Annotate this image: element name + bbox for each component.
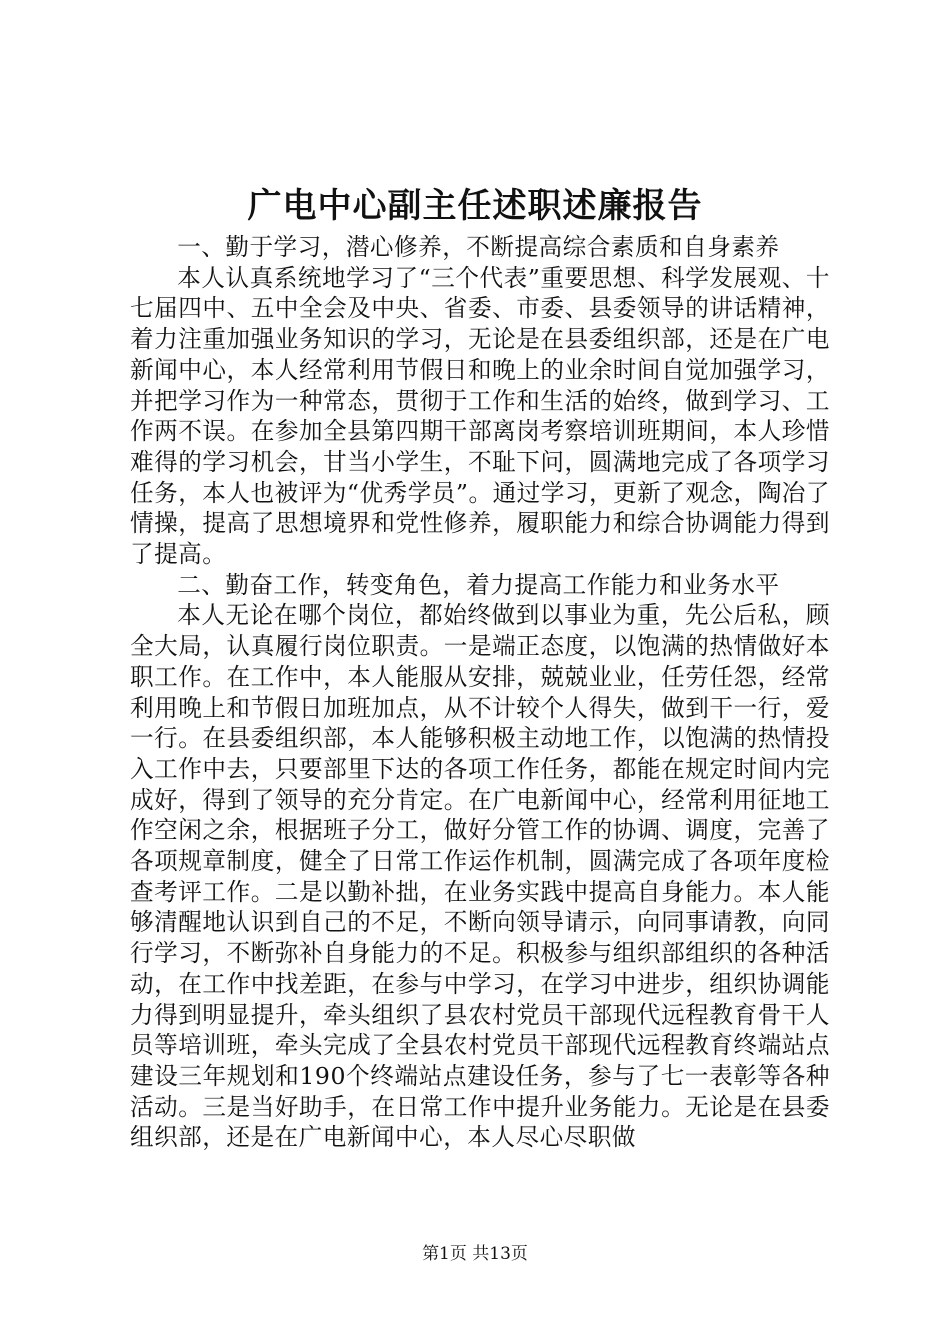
body-paragraph-1: 本人认真系统地学习了“三个代表”重要思想、科学发展观、十七届四中、五中全会及中央、省委、市委、县委领导的讲话精神，着力注重加强业务知识的学习，无论是在县委组织部，还是在广电新闻中心，本人经常利用节假日和晚上的业余时间自觉加强学习，并把学习作为一种常态，贯彻于工作和生活的始终，做到学习、工作两不误。在参加全县第四期干部离岗考察培训班期间，本人珍惜难得的学习机会，甘当小学生，不耻下问，圆满地完成了各项学习任务，本人也被评为“优秀学员”。通过学习，更新了观念，陶冶了情操，提高了思想境界和党性修养，履职能力和综合协调能力得到了提高。 bbox=[130, 263, 830, 569]
page-footer: 第1页 共13页 bbox=[422, 1244, 528, 1264]
section-heading-2: 二、勤奋工作，转变角色，着力提高工作能力和业务水平 bbox=[177, 570, 780, 599]
document-body bbox=[130, 232, 830, 1153]
document-title: 广电中心副主任述职述廉报告 bbox=[247, 186, 703, 226]
body-paragraph-2: 本人无论在哪个岗位，都始终做到以事业为重，先公后私，顾全大局，认真履行岗位职责。一是端正态度，以饱满的热情做好本职工作。在工作中，本人能服从安排，兢兢业业，任劳任怨，经常利用晚上和节假日加班加点，从不计较个人得失，做到干一行，爱一行。在县委组织部，本人能够积极主动地工作，以饱满的热情投入工作中去，只要部里下达的各项工作任务，都能在规定时间内完成好，得到了领导的充分肯定。在广电新闻中心，经常利用征地工作空闲之余，根据班子分工，做好分管工作的协调、调度，完善了各项规章制度，健全了日常工作运作机制，圆满完成了各项年度检查考评工作。二是以勤补拙，在业务实践中提高自身能力。本人能够清醒地认识到自己的不足，不断向领导请示，向同事请教，向同行学习，不断弥补自身能力的不足。积极参与组织部组织的各种活动，在工作中找差距，在参与中学习，在学习中进步，组织协调能力得到明显提升，牵头组织了县农村党员干部现代远程教育骨干人员等培训班，牵头完成了全县农村党员干部现代远程教育终端站点建设三年规划和190个终端站点建设任务，参与了七一表彰等各种活动。三是当好助手，在日常工作中提升业务能力。无论是在县委组织部，还是在广电新闻中心，本人尽心尽职做 bbox=[130, 601, 830, 1152]
section-heading-1: 一、勤于学习，潜心修养，不断提高综合素质和自身素养 bbox=[177, 233, 780, 261]
